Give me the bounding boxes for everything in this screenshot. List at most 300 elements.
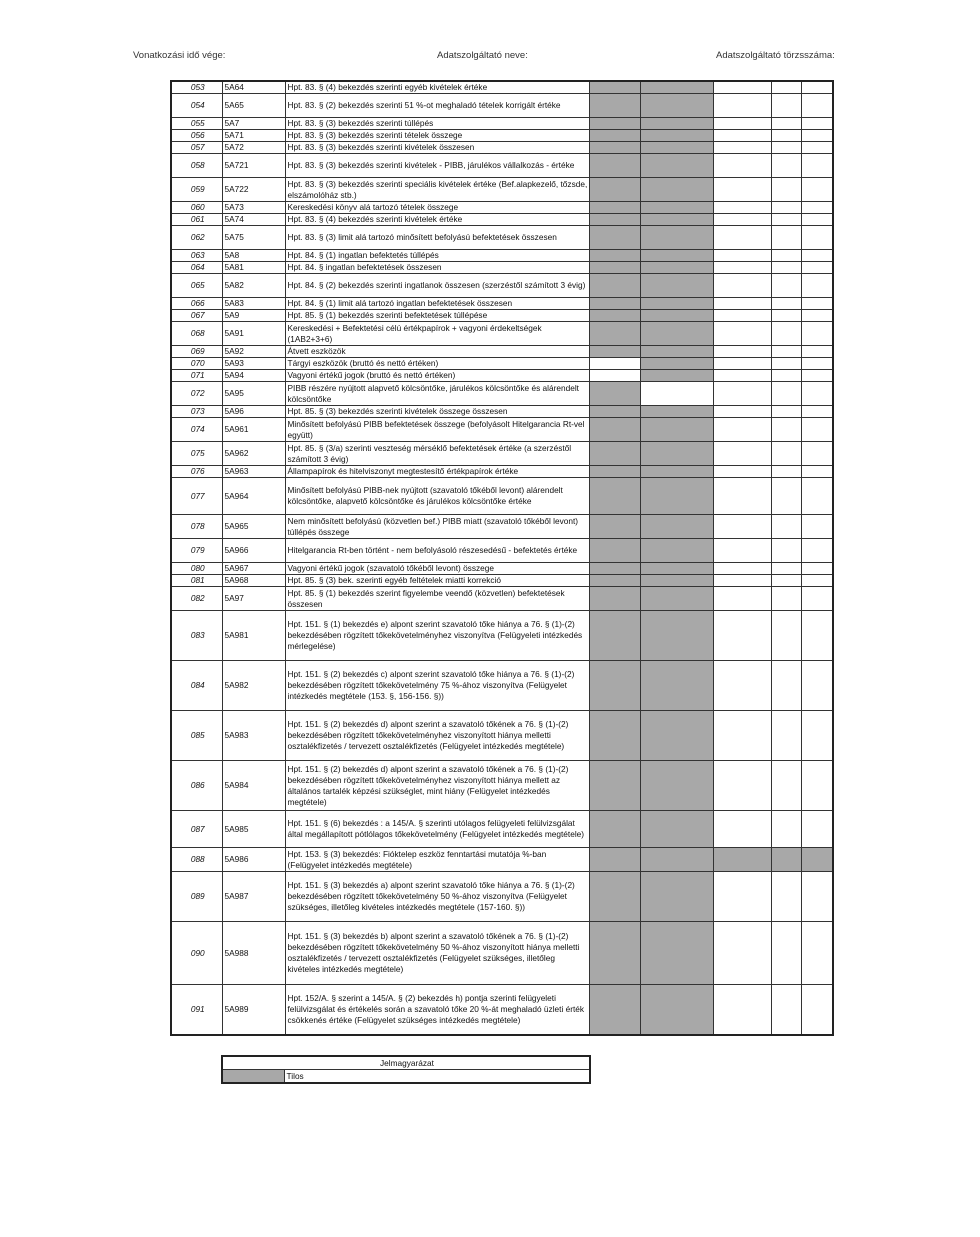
forbidden-cell bbox=[589, 142, 640, 154]
value-cell[interactable] bbox=[771, 142, 801, 154]
value-cell[interactable] bbox=[801, 358, 833, 370]
row-code: 5A64 bbox=[222, 81, 285, 94]
forbidden-cell bbox=[589, 848, 640, 872]
row-description: Minősített befolyású PIBB befektetések összege (befolyásolt Hitelgarancia Rt-vel együtt) bbox=[285, 418, 589, 442]
value-cell[interactable] bbox=[771, 539, 801, 563]
value-cell[interactable] bbox=[713, 202, 771, 214]
row-description: Hpt. 151. § (2) bekezdés d) alpont szerint a szavatoló tőkének a 76. § (1)-(2) bekezdésében rögzített tőkekövetelményhez viszonyított hiánya mellett az általános tartalék képzési szükséglet, mint hiány (Felügyelet intézkedés megtétele) bbox=[285, 761, 589, 811]
value-cell[interactable] bbox=[801, 322, 833, 346]
row-number: 076 bbox=[171, 466, 222, 478]
value-cell[interactable] bbox=[713, 515, 771, 539]
forbidden-cell bbox=[589, 587, 640, 611]
value-cell[interactable] bbox=[713, 262, 771, 274]
forbidden-cell bbox=[640, 515, 713, 539]
table-row bbox=[171, 274, 833, 298]
forbidden-cell bbox=[589, 178, 640, 202]
table-row bbox=[171, 761, 833, 811]
row-description: Hpt. 83. § (3) limit alá tartozó minősített befolyású befektetések összesen bbox=[285, 226, 589, 250]
row-description: Hpt. 151. § (1) bekezdés e) alpont szerint szavatoló tőke hiánya a 76. § (1)-(2) bekezdésében rögzített tőkekövetelményhez viszonyítva (Felügyeleti intézkedés mérlegelése) bbox=[285, 611, 589, 661]
table-row bbox=[171, 310, 833, 322]
value-cell[interactable] bbox=[801, 130, 833, 142]
forbidden-cell bbox=[589, 761, 640, 811]
value-cell[interactable] bbox=[801, 575, 833, 587]
table-row bbox=[171, 382, 833, 406]
table-row bbox=[171, 661, 833, 711]
table-row bbox=[171, 94, 833, 118]
row-description: Vagyoni értékű jogok (szavatoló tőkéből levont) összege bbox=[285, 563, 589, 575]
row-description: Hpt. 83. § (2) bekezdés szerinti 51 %-ot meghaladó tételek korrigált értéke bbox=[285, 94, 589, 118]
row-code: 5A965 bbox=[222, 515, 285, 539]
forbidden-cell bbox=[640, 262, 713, 274]
value-cell[interactable] bbox=[713, 611, 771, 661]
row-description: Hpt. 83. § (3) bekezdés szerinti kivételek - PIBB, járulékos vállalkozás - értéke bbox=[285, 154, 589, 178]
value-cell[interactable] bbox=[801, 442, 833, 466]
forbidden-cell bbox=[640, 81, 713, 94]
row-number: 077 bbox=[171, 478, 222, 515]
forbidden-cell bbox=[801, 848, 833, 872]
value-cell[interactable] bbox=[801, 563, 833, 575]
row-number: 067 bbox=[171, 310, 222, 322]
forbidden-cell bbox=[589, 406, 640, 418]
row-description: PIBB részére nyújtott alapvető kölcsöntőke, járulékos kölcsöntőke és alárendelt kölcsöntőke bbox=[285, 382, 589, 406]
row-description: Hpt. 84. § ingatlan befektetések összesen bbox=[285, 262, 589, 274]
value-cell[interactable] bbox=[771, 611, 801, 661]
row-code: 5A988 bbox=[222, 922, 285, 985]
value-cell[interactable] bbox=[771, 382, 801, 406]
row-code: 5A93 bbox=[222, 358, 285, 370]
value-cell[interactable] bbox=[713, 178, 771, 202]
row-number: 066 bbox=[171, 298, 222, 310]
value-cell[interactable] bbox=[713, 226, 771, 250]
row-description: Kereskedési + Befektetési célú értékpapírok + vagyoni érdekeltségek (1AB2+3+6) bbox=[285, 322, 589, 346]
forbidden-cell bbox=[640, 130, 713, 142]
row-description: Vagyoni értékű jogok (bruttó és nettó értéken) bbox=[285, 370, 589, 382]
value-cell[interactable] bbox=[771, 985, 801, 1035]
forbidden-cell bbox=[640, 154, 713, 178]
row-description: Hpt. 83. § (4) bekezdés szerinti egyéb kivételek értéke bbox=[285, 81, 589, 94]
table-row bbox=[171, 178, 833, 202]
value-cell[interactable] bbox=[713, 382, 771, 406]
table-row bbox=[171, 848, 833, 872]
row-number: 078 bbox=[171, 515, 222, 539]
row-description: Hpt. 151. § (2) bekezdés c) alpont szerint szavatoló tőke hiánya a 76. § (1)-(2) bekezdésében rögzített tőkekövetelmény 75 %-ához viszonyítva (Felügyelet intézkedés megtétele (153. §, 156-156. §)) bbox=[285, 661, 589, 711]
value-cell[interactable] bbox=[713, 94, 771, 118]
forbidden-cell bbox=[589, 442, 640, 466]
table-row bbox=[171, 466, 833, 478]
value-cell[interactable] bbox=[771, 406, 801, 418]
forbidden-cell bbox=[640, 310, 713, 322]
forbidden-cell bbox=[640, 575, 713, 587]
forbidden-cell bbox=[589, 298, 640, 310]
row-code: 5A985 bbox=[222, 811, 285, 848]
value-cell[interactable] bbox=[713, 274, 771, 298]
forbidden-cell bbox=[589, 418, 640, 442]
value-cell[interactable] bbox=[713, 310, 771, 322]
row-description: Hpt. 83. § (4) bekezdés szerinti kivételek értéke bbox=[285, 214, 589, 226]
row-number: 069 bbox=[171, 346, 222, 358]
value-cell[interactable] bbox=[771, 94, 801, 118]
table-row bbox=[171, 587, 833, 611]
forbidden-cell bbox=[640, 370, 713, 382]
value-cell[interactable] bbox=[801, 611, 833, 661]
value-cell[interactable] bbox=[713, 298, 771, 310]
value-cell[interactable] bbox=[771, 346, 801, 358]
value-cell[interactable] bbox=[713, 442, 771, 466]
value-cell[interactable] bbox=[801, 761, 833, 811]
value-cell[interactable] bbox=[771, 226, 801, 250]
forbidden-cell bbox=[640, 274, 713, 298]
value-cell[interactable] bbox=[771, 298, 801, 310]
value-cell[interactable] bbox=[801, 298, 833, 310]
row-number: 090 bbox=[171, 922, 222, 985]
value-cell[interactable] bbox=[713, 130, 771, 142]
forbidden-cell bbox=[589, 202, 640, 214]
row-code: 5A81 bbox=[222, 262, 285, 274]
value-cell[interactable] bbox=[771, 202, 801, 214]
row-code: 5A967 bbox=[222, 563, 285, 575]
forbidden-cell bbox=[640, 226, 713, 250]
value-cell[interactable] bbox=[771, 178, 801, 202]
forbidden-cell bbox=[640, 985, 713, 1035]
forbidden-cell bbox=[640, 587, 713, 611]
value-cell[interactable] bbox=[801, 661, 833, 711]
value-cell[interactable] bbox=[801, 214, 833, 226]
forbidden-cell bbox=[589, 214, 640, 226]
value-cell[interactable] bbox=[713, 575, 771, 587]
value-cell[interactable] bbox=[801, 382, 833, 406]
value-cell[interactable] bbox=[801, 274, 833, 298]
row-code: 5A968 bbox=[222, 575, 285, 587]
forbidden-cell bbox=[589, 130, 640, 142]
row-description: Hitelgarancia Rt-ben történt - nem befolyásoló részesedésű - befektetés értéke bbox=[285, 539, 589, 563]
forbidden-cell bbox=[589, 515, 640, 539]
value-cell[interactable] bbox=[771, 466, 801, 478]
value-cell[interactable] bbox=[801, 406, 833, 418]
forbidden-cell bbox=[589, 985, 640, 1035]
row-description: Nem minősített befolyású (közvetlen bef.) PIBB miatt (szavatoló tőkéből levont) túllépés összege bbox=[285, 515, 589, 539]
value-cell[interactable] bbox=[801, 466, 833, 478]
value-cell[interactable] bbox=[801, 587, 833, 611]
row-number: 071 bbox=[171, 370, 222, 382]
value-cell[interactable] bbox=[771, 442, 801, 466]
report-table bbox=[170, 80, 834, 1036]
value-cell[interactable] bbox=[801, 202, 833, 214]
value-cell[interactable] bbox=[801, 178, 833, 202]
value-cell[interactable] bbox=[801, 81, 833, 94]
row-code: 5A961 bbox=[222, 418, 285, 442]
row-number: 060 bbox=[171, 202, 222, 214]
row-code: 5A74 bbox=[222, 214, 285, 226]
forbidden-cell bbox=[589, 478, 640, 515]
value-cell[interactable] bbox=[771, 130, 801, 142]
table-row bbox=[171, 322, 833, 346]
value-cell[interactable] bbox=[713, 587, 771, 611]
value-cell[interactable] bbox=[771, 872, 801, 922]
table-row bbox=[171, 478, 833, 515]
row-number: 081 bbox=[171, 575, 222, 587]
forbidden-cell bbox=[589, 81, 640, 94]
value-cell[interactable] bbox=[713, 118, 771, 130]
value-cell[interactable] bbox=[713, 154, 771, 178]
value-cell[interactable] bbox=[801, 418, 833, 442]
value-cell[interactable] bbox=[640, 382, 713, 406]
table-row bbox=[171, 575, 833, 587]
value-cell[interactable] bbox=[713, 539, 771, 563]
value-cell[interactable] bbox=[713, 661, 771, 711]
row-code: 5A721 bbox=[222, 154, 285, 178]
row-number: 065 bbox=[171, 274, 222, 298]
value-cell[interactable] bbox=[713, 346, 771, 358]
value-cell[interactable] bbox=[589, 358, 640, 370]
forbidden-cell bbox=[589, 274, 640, 298]
row-number: 059 bbox=[171, 178, 222, 202]
forbidden-cell bbox=[640, 94, 713, 118]
value-cell[interactable] bbox=[801, 872, 833, 922]
value-cell[interactable] bbox=[771, 515, 801, 539]
row-number: 088 bbox=[171, 848, 222, 872]
row-description: Hpt. 151. § (6) bekezdés : a 145/A. § szerinti utólagos felügyeleti felülvizsgálat által megállapított pótlólagos tőkekövetelmény (Felügyelet intézkedés megtétele) bbox=[285, 811, 589, 848]
value-cell[interactable] bbox=[801, 515, 833, 539]
row-code: 5A96 bbox=[222, 406, 285, 418]
forbidden-cell bbox=[640, 178, 713, 202]
row-number: 072 bbox=[171, 382, 222, 406]
forbidden-cell bbox=[589, 154, 640, 178]
row-number: 083 bbox=[171, 611, 222, 661]
row-code: 5A91 bbox=[222, 322, 285, 346]
table-row bbox=[171, 130, 833, 142]
row-code: 5A75 bbox=[222, 226, 285, 250]
value-cell[interactable] bbox=[771, 575, 801, 587]
forbidden-cell bbox=[640, 322, 713, 346]
row-number: 063 bbox=[171, 250, 222, 262]
legend-forbidden-label: Tilos bbox=[284, 1070, 590, 1084]
table-row bbox=[171, 346, 833, 358]
row-code: 5A94 bbox=[222, 370, 285, 382]
value-cell[interactable] bbox=[713, 142, 771, 154]
row-number: 057 bbox=[171, 142, 222, 154]
row-number: 064 bbox=[171, 262, 222, 274]
row-description: Hpt. 84. § (1) limit alá tartozó ingatlan befektetések összesen bbox=[285, 298, 589, 310]
value-cell[interactable] bbox=[713, 922, 771, 985]
value-cell[interactable] bbox=[713, 563, 771, 575]
forbidden-cell bbox=[589, 118, 640, 130]
row-description: Hpt. 85. § (1) bekezdés szerinti befektetések túllépése bbox=[285, 310, 589, 322]
row-code: 5A987 bbox=[222, 872, 285, 922]
table-row bbox=[171, 226, 833, 250]
value-cell[interactable] bbox=[801, 142, 833, 154]
forbidden-cell bbox=[640, 406, 713, 418]
row-code: 5A964 bbox=[222, 478, 285, 515]
value-cell[interactable] bbox=[771, 250, 801, 262]
value-cell[interactable] bbox=[771, 711, 801, 761]
table-row bbox=[171, 811, 833, 848]
value-cell[interactable] bbox=[771, 310, 801, 322]
value-cell[interactable] bbox=[713, 478, 771, 515]
forbidden-cell bbox=[589, 575, 640, 587]
row-code: 5A962 bbox=[222, 442, 285, 466]
value-cell[interactable] bbox=[771, 587, 801, 611]
row-description: Hpt. 151. § (2) bekezdés d) alpont szerint a szavatoló tőkének a 76. § (1)-(2) bekezdésében rögzített tőkekövetelményhez viszonyított hiánya melletti osztalékfizetés / tervezett osztalékfizetés (Felügyelet intézkedés megtétele) bbox=[285, 711, 589, 761]
row-number: 087 bbox=[171, 811, 222, 848]
row-code: 5A989 bbox=[222, 985, 285, 1035]
row-number: 053 bbox=[171, 81, 222, 94]
row-code: 5A8 bbox=[222, 250, 285, 262]
forbidden-cell bbox=[589, 226, 640, 250]
value-cell[interactable] bbox=[713, 358, 771, 370]
row-number: 085 bbox=[171, 711, 222, 761]
forbidden-cell bbox=[640, 118, 713, 130]
value-cell[interactable] bbox=[801, 94, 833, 118]
table-row bbox=[171, 985, 833, 1035]
forbidden-cell bbox=[589, 94, 640, 118]
value-cell[interactable] bbox=[713, 214, 771, 226]
forbidden-cell bbox=[589, 711, 640, 761]
row-code: 5A83 bbox=[222, 298, 285, 310]
row-code: 5A982 bbox=[222, 661, 285, 711]
legend-table bbox=[221, 1055, 591, 1084]
value-cell[interactable] bbox=[801, 478, 833, 515]
value-cell[interactable] bbox=[771, 214, 801, 226]
value-cell[interactable] bbox=[801, 539, 833, 563]
value-cell[interactable] bbox=[771, 274, 801, 298]
value-cell[interactable] bbox=[771, 358, 801, 370]
forbidden-cell bbox=[589, 661, 640, 711]
value-cell[interactable] bbox=[771, 811, 801, 848]
value-cell[interactable] bbox=[801, 811, 833, 848]
table-row bbox=[171, 118, 833, 130]
row-code: 5A73 bbox=[222, 202, 285, 214]
table-row bbox=[171, 202, 833, 214]
value-cell[interactable] bbox=[713, 985, 771, 1035]
value-cell[interactable] bbox=[771, 118, 801, 130]
value-cell[interactable] bbox=[801, 346, 833, 358]
value-cell[interactable] bbox=[801, 250, 833, 262]
value-cell[interactable] bbox=[713, 418, 771, 442]
table-row bbox=[171, 358, 833, 370]
forbidden-cell bbox=[771, 848, 801, 872]
forbidden-cell bbox=[640, 442, 713, 466]
value-cell[interactable] bbox=[771, 922, 801, 985]
value-cell[interactable] bbox=[771, 322, 801, 346]
value-cell[interactable] bbox=[801, 310, 833, 322]
value-cell[interactable] bbox=[801, 118, 833, 130]
row-number: 074 bbox=[171, 418, 222, 442]
forbidden-cell bbox=[640, 142, 713, 154]
row-number: 079 bbox=[171, 539, 222, 563]
forbidden-cell bbox=[589, 872, 640, 922]
legend-title: Jelmagyarázat bbox=[222, 1056, 590, 1070]
row-code: 5A986 bbox=[222, 848, 285, 872]
row-number: 054 bbox=[171, 94, 222, 118]
value-cell[interactable] bbox=[771, 563, 801, 575]
forbidden-cell bbox=[640, 358, 713, 370]
value-cell[interactable] bbox=[771, 370, 801, 382]
table-row bbox=[171, 872, 833, 922]
value-cell[interactable] bbox=[771, 478, 801, 515]
table-row bbox=[171, 406, 833, 418]
value-cell[interactable] bbox=[801, 154, 833, 178]
row-number: 084 bbox=[171, 661, 222, 711]
value-cell[interactable] bbox=[713, 466, 771, 478]
row-code: 5A9 bbox=[222, 310, 285, 322]
row-code: 5A97 bbox=[222, 587, 285, 611]
table-row bbox=[171, 154, 833, 178]
row-number: 061 bbox=[171, 214, 222, 226]
forbidden-cell bbox=[640, 250, 713, 262]
value-cell[interactable] bbox=[771, 761, 801, 811]
value-cell[interactable] bbox=[713, 711, 771, 761]
forbidden-cell bbox=[589, 539, 640, 563]
value-cell[interactable] bbox=[771, 661, 801, 711]
value-cell[interactable] bbox=[713, 872, 771, 922]
value-cell[interactable] bbox=[713, 322, 771, 346]
row-number: 086 bbox=[171, 761, 222, 811]
row-description: Hpt. 85. § (3/a) szerinti veszteség mérséklő befektetések értéke (a szerzéstől számított 3 évig) bbox=[285, 442, 589, 466]
row-code: 5A981 bbox=[222, 611, 285, 661]
value-cell[interactable] bbox=[713, 250, 771, 262]
value-cell[interactable] bbox=[801, 711, 833, 761]
forbidden-cell bbox=[640, 539, 713, 563]
forbidden-cell bbox=[640, 848, 713, 872]
row-code: 5A7 bbox=[222, 118, 285, 130]
forbidden-cell bbox=[589, 922, 640, 985]
row-code: 5A65 bbox=[222, 94, 285, 118]
table-row bbox=[171, 563, 833, 575]
value-cell[interactable] bbox=[801, 262, 833, 274]
row-description: Hpt. 85. § (3) bek. szerinti egyéb feltételek miatti korrekció bbox=[285, 575, 589, 587]
row-description: Hpt. 83. § (3) bekezdés szerinti speciális kivételek értéke (Bef.alapkezelő, tőzsde, elszámolóház stb.) bbox=[285, 178, 589, 202]
row-number: 075 bbox=[171, 442, 222, 466]
value-cell[interactable] bbox=[713, 761, 771, 811]
row-number: 080 bbox=[171, 563, 222, 575]
row-description: Hpt. 85. § (3) bekezdés szerinti kivételek összege összesen bbox=[285, 406, 589, 418]
value-cell[interactable] bbox=[801, 370, 833, 382]
row-code: 5A71 bbox=[222, 130, 285, 142]
period-end-label: Vonatkozási idő vége: bbox=[133, 50, 226, 61]
value-cell[interactable] bbox=[713, 406, 771, 418]
value-cell[interactable] bbox=[771, 262, 801, 274]
table-row bbox=[171, 418, 833, 442]
forbidden-cell bbox=[589, 346, 640, 358]
forbidden-cell bbox=[640, 466, 713, 478]
forbidden-cell bbox=[589, 382, 640, 406]
table-row bbox=[171, 611, 833, 661]
value-cell[interactable] bbox=[801, 226, 833, 250]
row-number: 082 bbox=[171, 587, 222, 611]
forbidden-cell bbox=[713, 848, 771, 872]
row-number: 070 bbox=[171, 358, 222, 370]
row-number: 089 bbox=[171, 872, 222, 922]
row-code: 5A966 bbox=[222, 539, 285, 563]
row-description: Állampapírok és hitelviszonyt megtestesítő értékpapírok értéke bbox=[285, 466, 589, 478]
row-description: Kereskedési könyv alá tartozó tételek összege bbox=[285, 202, 589, 214]
value-cell[interactable] bbox=[801, 985, 833, 1035]
value-cell[interactable] bbox=[801, 922, 833, 985]
value-cell[interactable] bbox=[771, 81, 801, 94]
value-cell[interactable] bbox=[713, 370, 771, 382]
value-cell[interactable] bbox=[771, 418, 801, 442]
row-description: Hpt. 84. § (2) bekezdés szerinti ingatlanok összesen (szerzéstől számított 3 évig) bbox=[285, 274, 589, 298]
value-cell[interactable] bbox=[589, 370, 640, 382]
row-description: Tárgyi eszközök (bruttó és nettó értéken) bbox=[285, 358, 589, 370]
forbidden-cell bbox=[640, 922, 713, 985]
forbidden-cell bbox=[640, 661, 713, 711]
value-cell[interactable] bbox=[771, 154, 801, 178]
row-number: 068 bbox=[171, 322, 222, 346]
forbidden-cell bbox=[640, 418, 713, 442]
value-cell[interactable] bbox=[713, 811, 771, 848]
value-cell[interactable] bbox=[713, 81, 771, 94]
